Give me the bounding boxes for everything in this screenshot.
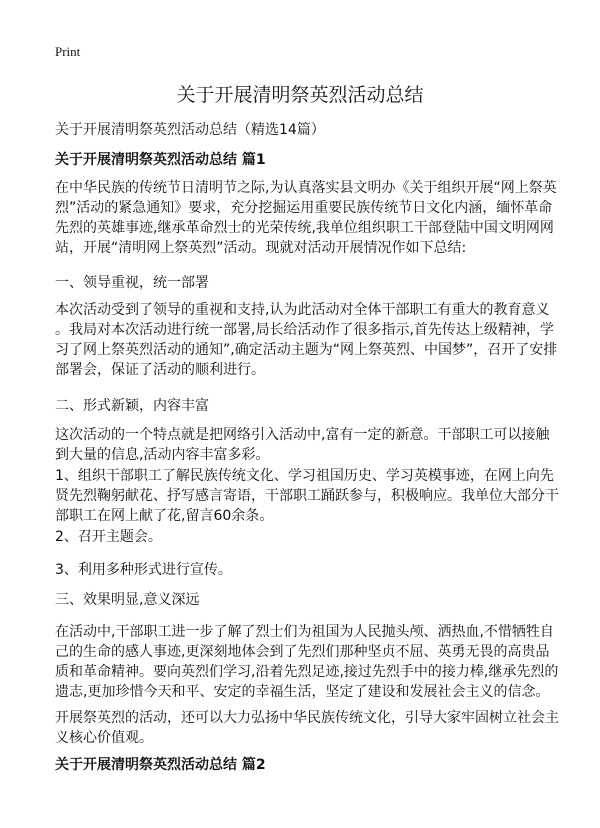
text-line: 到大量的信息,活动内容丰富多彩。 bbox=[55, 447, 270, 463]
paragraph-conclusion bbox=[55, 708, 559, 748]
section-title-3: 三、效果明显,意义深远 bbox=[55, 592, 200, 608]
section-heading-1: 关于开展清明祭英烈活动总结 篇1 bbox=[55, 152, 266, 168]
page-title: 关于开展清明祭英烈活动总结 bbox=[176, 84, 424, 106]
paragraph-leadership bbox=[55, 300, 558, 380]
text-line: 习了网上祭英烈活动的通知”,确定活动主题为“网上祭英烈、中国梦”，召开了安排 bbox=[55, 342, 558, 358]
paragraph-feature bbox=[55, 425, 555, 465]
text-line: 部职工在网上献了花,留言60余条。 bbox=[55, 508, 274, 524]
text-line: 开展祭英烈的活动，还可以大力弘扬中华民族传统文化，引导大家牢固树立社会主 bbox=[55, 710, 559, 726]
subtitle: 关于开展清明祭英烈活动总结（精选14篇） bbox=[55, 122, 325, 138]
text-line: 己的生命的感人事迹,更深刻地体会到了先烈们那种坚贞不屈、英勇无畏的高贵品 bbox=[55, 644, 550, 660]
text-line: 质和革命精神。要向英烈们学习,沿着先烈足迹,接过先烈手中的接力棒,继承先烈的 bbox=[55, 664, 559, 680]
text-line: 贤先烈鞠躬献花、抒写感言寄语，干部职工踊跃参与，积极响应。我单位大部分干 bbox=[55, 488, 559, 504]
text-line: 义核心价值观。 bbox=[55, 730, 153, 746]
text-line: 1、组织干部职工了解民族传统文化、学习祖国历史、学习英模事迹，在网上向先 bbox=[55, 468, 554, 484]
text-line: 遗志,更加珍惜今天和平、安定的幸福生活，坚定了建设和发展社会主义的信念。 bbox=[55, 684, 550, 700]
text-line: 在中华民族的传统节日清明节之际,为认真落实县文明办《关于组织开展“网上祭英 bbox=[55, 180, 557, 196]
text-line: 部署会，保证了活动的顺利进行。 bbox=[55, 362, 265, 378]
text-line: 先烈的英雄事迹,继承革命烈士的光荣传统,我单位组织职工干部登陆中国文明网网 bbox=[55, 220, 554, 236]
paragraph-effect bbox=[55, 622, 559, 702]
text-line: 本次活动受到了领导的重视和支持,认为此活动对全体干部职工有重大的教育意义 bbox=[55, 302, 550, 318]
paragraph-item-1 bbox=[55, 466, 559, 526]
paragraph-intro bbox=[55, 178, 555, 258]
text-line: 站，开展“清明网上祭英烈”活动。现就对活动开展情况作如下总结: bbox=[55, 240, 467, 256]
text-line: 。我局对本次活动进行统一部署,局长给活动作了很多指示,首先传达上级精神，学 bbox=[55, 322, 554, 338]
text-line: 这次活动的一个特点就是把网络引入活动中,富有一定的新意。干部职工可以接触 bbox=[55, 427, 550, 443]
section-title-2: 二、形式新颖，内容丰富 bbox=[55, 398, 209, 414]
text-line: 在活动中,干部职工进一步了解了烈士们为祖国为人民抛头颅、洒热血,不惜牺牲自 bbox=[55, 624, 554, 640]
print-link[interactable]: Print bbox=[55, 44, 81, 59]
section-heading-2: 关于开展清明祭英烈活动总结 篇2 bbox=[55, 757, 266, 773]
text-line: 烈”活动的紧急通知》要求，充分挖掘运用重要民族传统节日文化内涵，缅怀革命 bbox=[55, 200, 553, 216]
section-title-1: 一、领导重视，统一部署 bbox=[55, 275, 209, 291]
paragraph-item-2: 2、召开主题会。 bbox=[55, 529, 162, 545]
paragraph-item-3: 3、利用多种形式进行宣传。 bbox=[55, 562, 232, 578]
